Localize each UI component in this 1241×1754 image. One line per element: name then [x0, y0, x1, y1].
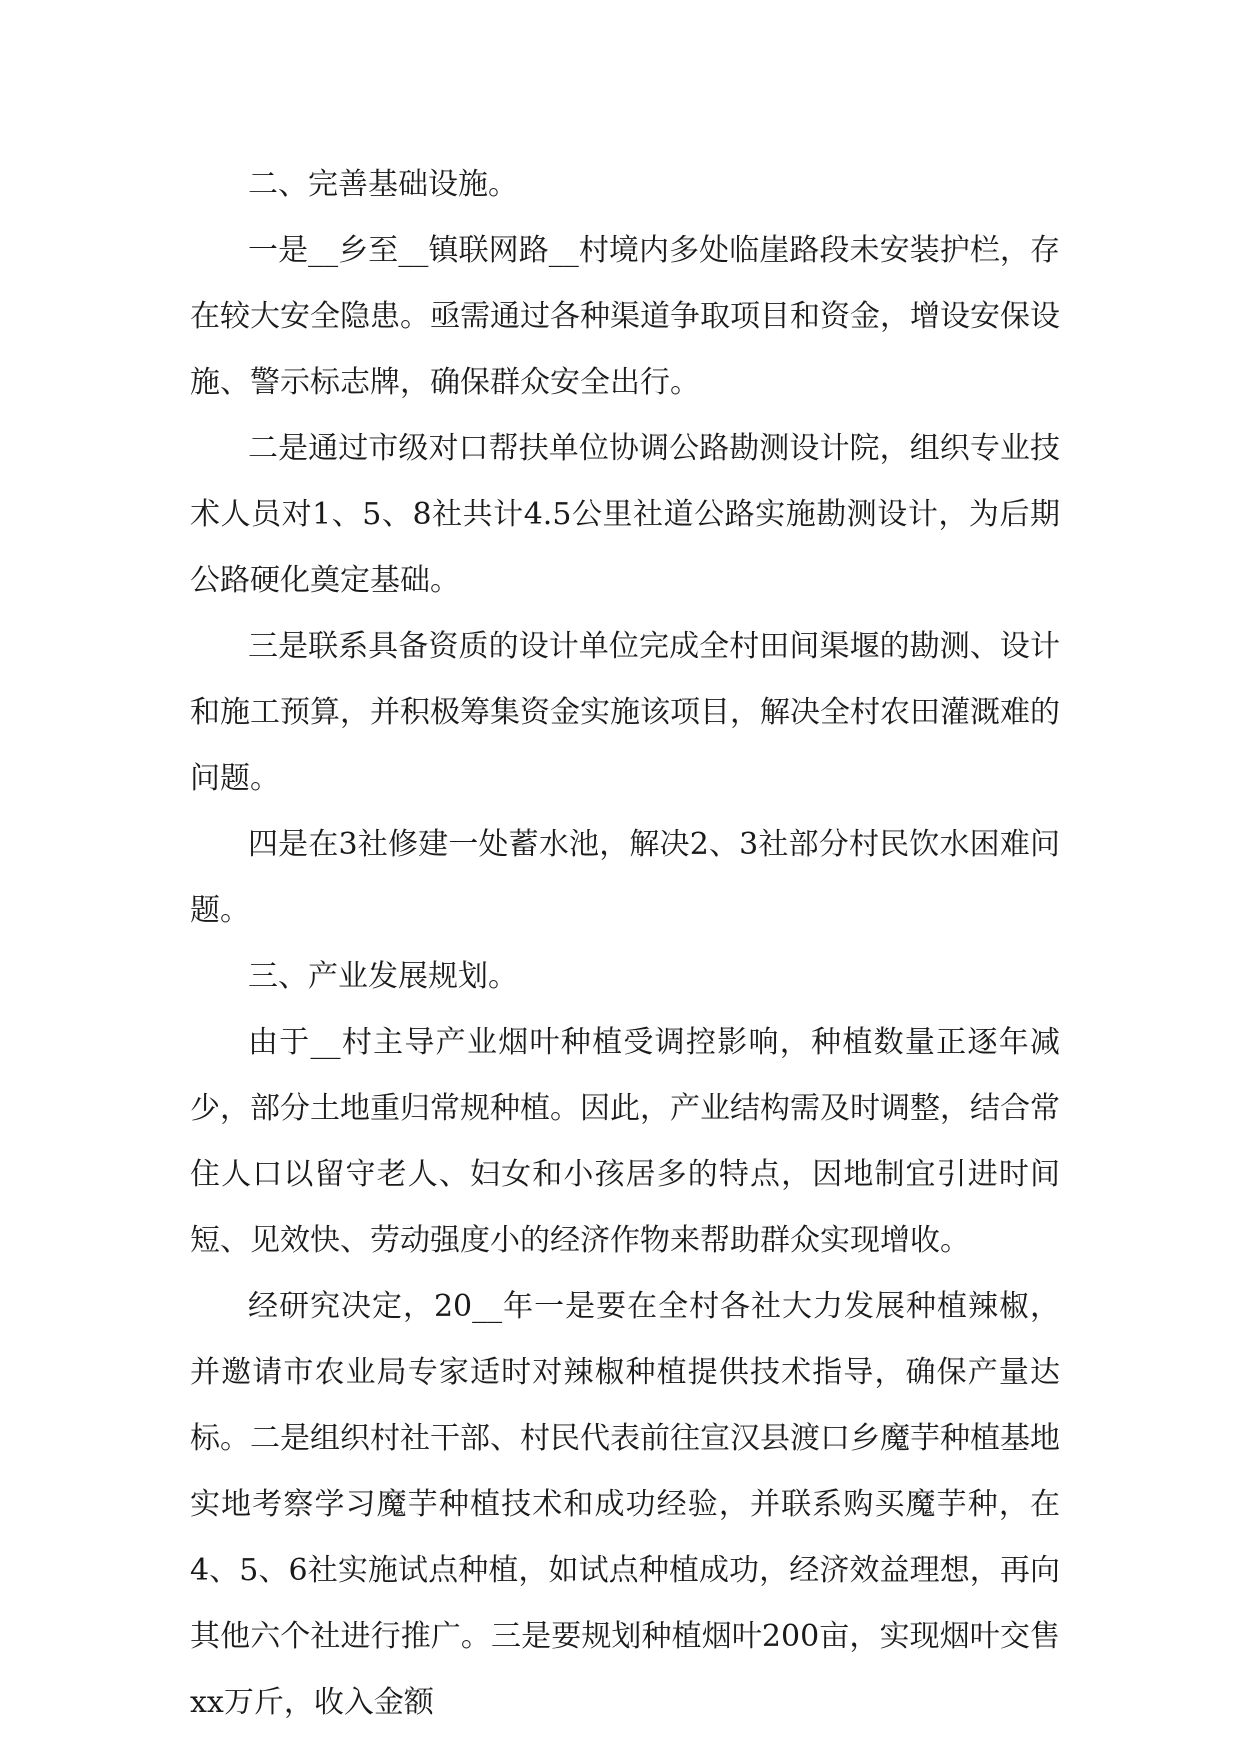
section-heading-industry: 三、产业发展规划。: [248, 959, 518, 994]
document-body: [190, 152, 1060, 1736]
paragraph-industry-adjustment: 由于__村主导产业烟叶种植受调控影响，种植数量正逐年减少，部分土地重归常规种植。因此，产业结构需及时调整，结合常住人口以留守老人、妇女和小孩居多的特点，因地制宜引进时间短、见效快、劳动强度小的经济作物来帮助群众实现增收。: [190, 1025, 1060, 1258]
paragraph-decision: 经研究决定，20__年一是要在全村各社大力发展种植辣椒，并邀请市农业局专家适时对辣椒种植提供技术指导，确保产量达标。二是组织村社干部、村民代表前往宣汉县渡口乡魔芋种植基地实地考察学习魔芋种植技术和成功经验，并联系购买魔芋种，在4、5、6社实施试点种植，如试点种植成功，经济效益理想，再向其他六个社进行推广。三是要规划种植烟叶200亩，实现烟叶交售xx万斤，收入金额: [190, 1289, 1060, 1720]
paragraph-irrigation: 三是联系具备资质的设计单位完成全村田间渠堰的勘测、设计和施工预算，并积极筹集资金实施该项目，解决全村农田灌溉难的问题。: [190, 629, 1060, 796]
paragraph-reservoir: 四是在3社修建一处蓄水池，解决2、3社部分村民饮水困难问题。: [190, 827, 1060, 928]
paragraph-guardrails: 一是__乡至__镇联网路__村境内多处临崖路段未安装护栏，存在较大安全隐患。亟需通过各种渠道争取项目和资金，增设安保设施、警示标志牌，确保群众安全出行。: [190, 233, 1060, 400]
section-heading-infrastructure: 二、完善基础设施。: [248, 167, 518, 202]
paragraph-road-survey: 二是通过市级对口帮扶单位协调公路勘测设计院，组织专业技术人员对1、5、8社共计4.5公里社道公路实施勘测设计，为后期公路硬化奠定基础。: [190, 431, 1060, 598]
